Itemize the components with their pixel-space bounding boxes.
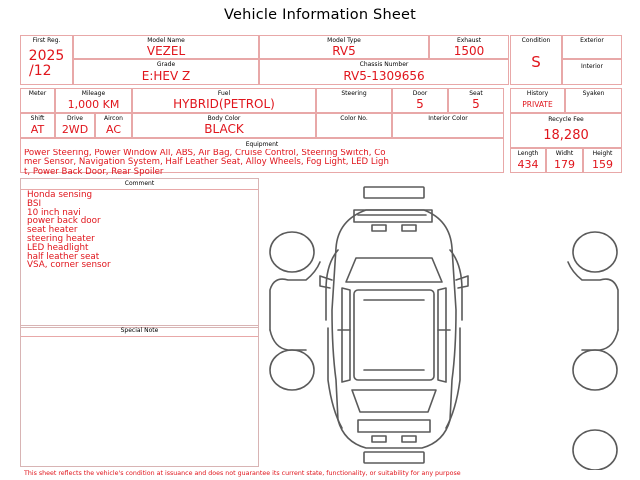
- exhaust-value: 1500: [453, 44, 485, 58]
- first-reg-cell: [20, 35, 73, 85]
- first-reg-month: /12: [29, 63, 52, 79]
- history-label: History: [526, 90, 549, 97]
- color-no-cell: [316, 113, 392, 138]
- interior-color-cell: [392, 113, 504, 138]
- chassis-value: RV5-1309656: [343, 69, 425, 83]
- model-type-label: Model Type: [327, 37, 361, 44]
- seat-value: 5: [472, 97, 480, 111]
- comment-label: Comment: [21, 180, 258, 190]
- meter-label: Meter: [28, 90, 47, 97]
- fuel-cell: [132, 88, 316, 113]
- model-name-label: Model Name: [147, 37, 185, 44]
- body-color-cell: [132, 113, 316, 138]
- model-name-cell: [73, 35, 259, 59]
- height-value: 159: [592, 158, 613, 171]
- condition-cell: [510, 35, 562, 85]
- recycle-fee-value: 18,280: [543, 128, 589, 143]
- recycle-fee-label: Recycle Fee: [548, 116, 584, 123]
- exterior-label: Exterior: [580, 37, 604, 44]
- height-cell: [583, 148, 622, 173]
- drive-value: 2WD: [61, 123, 89, 136]
- steering-label: Steering: [341, 90, 367, 97]
- history-cell: [510, 88, 565, 113]
- model-name-value: VEZEL: [146, 44, 186, 58]
- aircon-cell: [95, 113, 132, 138]
- equipment-text: [24, 149, 504, 177]
- syaken-label: Syaken: [582, 90, 605, 97]
- meter-cell: [20, 88, 55, 113]
- interior-label: Interior: [581, 63, 603, 70]
- comment-line: LED headlight: [27, 242, 89, 253]
- shift-cell: [20, 113, 55, 138]
- exhaust-cell: [429, 35, 509, 59]
- grade-cell: [73, 59, 259, 85]
- grade-value: E:HEV Z: [141, 69, 191, 83]
- fuel-label: Fuel: [217, 90, 231, 97]
- equipment-line: mer Sensor, Navigation System, Half Leather Seat, Alloy Wheels, Fog Light, LED Ligh: [24, 157, 389, 168]
- exterior-cell: [562, 35, 622, 59]
- model-type-value: RV5: [332, 44, 356, 58]
- fuel-value: HYBRID(PETROL): [173, 97, 275, 111]
- body-color-value: BLACK: [204, 122, 244, 136]
- model-type-cell: [259, 35, 429, 59]
- interior-color-label: Interior Color: [428, 115, 468, 122]
- comment-list: [27, 191, 247, 270]
- chassis-cell: [259, 59, 509, 85]
- door-label: Door: [412, 90, 428, 97]
- body-color-label: Body Color: [207, 115, 241, 122]
- width-value: 179: [554, 158, 575, 171]
- height-label: Height: [592, 150, 613, 157]
- seat-label: Seat: [469, 90, 483, 97]
- width-cell: [546, 148, 583, 173]
- history-value: PRIVATE: [522, 100, 553, 109]
- comment-line: steering heater: [27, 233, 95, 244]
- special-note-box: [20, 325, 259, 467]
- equipment-label: Equipment: [245, 141, 279, 148]
- mileage-label: Mileage: [81, 90, 106, 97]
- steering-cell: [316, 88, 392, 113]
- grade-label: Grade: [156, 61, 176, 68]
- length-value: 434: [517, 158, 539, 171]
- condition-value: S: [531, 53, 541, 71]
- comment-line: VSA, corner sensor: [27, 260, 111, 271]
- chassis-label: Chassis Number: [359, 61, 409, 68]
- interior-cell: [562, 59, 622, 85]
- length-label: Length: [517, 150, 539, 157]
- first-reg-label: First Reg.: [32, 37, 61, 44]
- aircon-value: AC: [105, 123, 121, 136]
- special-note-label: Special Note: [21, 327, 258, 337]
- door-value: 5: [416, 97, 424, 111]
- equipment-line: Power Steering, Power Window All, ABS, Air Bag, Cruise Control, Steering Switch, Co: [24, 149, 386, 158]
- seat-cell: [448, 88, 504, 113]
- mileage-value: 1,000 KM: [67, 98, 120, 111]
- car-damage-diagram-icon: [266, 180, 622, 470]
- width-label: Widht: [555, 150, 574, 157]
- shift-label: Shift: [30, 115, 45, 122]
- syaken-cell: [565, 88, 622, 113]
- mileage-cell: [55, 88, 132, 113]
- aircon-label: Aircon: [104, 115, 123, 122]
- comment-line: BSI: [27, 198, 42, 209]
- sheet-title: Vehicle Information Sheet: [224, 7, 416, 23]
- first-reg-year: 2025: [28, 48, 65, 64]
- condition-label: Condition: [521, 37, 551, 44]
- comment-line: 10 inch navi: [27, 207, 81, 218]
- color-no-label: Color No.: [340, 115, 368, 122]
- exhaust-label: Exhaust: [456, 37, 482, 44]
- drive-label: Drive: [67, 115, 83, 122]
- length-cell: [510, 148, 546, 173]
- comment-line: power back door: [27, 216, 101, 227]
- equipment-line: t, Power Back Door, Rear Spoiler: [24, 166, 164, 177]
- comment-line: half leather seat: [27, 251, 100, 262]
- comment-line: seat heater: [27, 225, 78, 236]
- footer-disclaimer: This sheet reflects the vehicle's condition at issuance and does not guarantee its current state, functionality, or suitability for any purpose: [24, 470, 461, 477]
- recycle-fee-cell: [510, 113, 622, 148]
- comment-line: Honda sensing: [27, 190, 93, 200]
- drive-cell: [55, 113, 95, 138]
- door-cell: [392, 88, 448, 113]
- shift-value: AT: [30, 123, 45, 136]
